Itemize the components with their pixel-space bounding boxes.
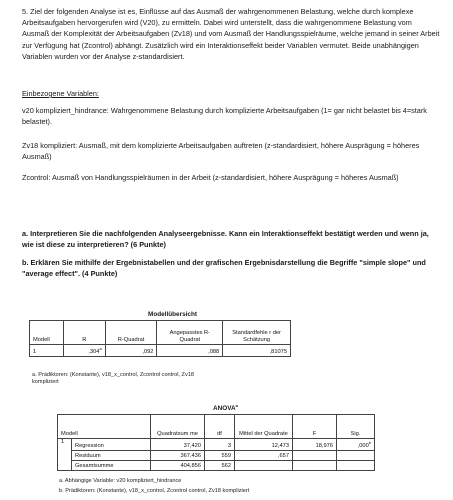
cell-adjusted-r-quadrat: ,088 bbox=[157, 345, 223, 357]
col-mean-squares: Mittel der Quadrate bbox=[235, 415, 293, 439]
col-r: R bbox=[63, 321, 105, 345]
question-b: b. Erklären Sie mithilfe der Ergebnistabellen und der grafischen Ergebnisdarstellung die Begriffe "simple slope" und "average effect". (4 Punkte) bbox=[22, 258, 426, 279]
col-f: F bbox=[293, 415, 337, 439]
cell-model-number: 1 bbox=[58, 439, 72, 471]
cell-sum-of-squares: 37,420 bbox=[151, 439, 205, 451]
variable-v20-description: v20 kompliziert_hindrance: Wahrgenommene Belastung durch komplizierte Arbeitsaufgaben (1= gar nicht belastet bis 4=stark belastet). bbox=[22, 106, 427, 127]
model-summary-footnote: a. Prädiktoren: (Konstante), v18_x_control, Zcontrol control, Zv18 kompliziert bbox=[32, 372, 194, 385]
cell-f bbox=[293, 450, 337, 460]
col-modell: Modell bbox=[30, 321, 64, 345]
col-df: df bbox=[205, 415, 235, 439]
cell-sig bbox=[337, 460, 375, 470]
cell-f: 18,976 bbox=[293, 439, 337, 451]
col-adjusted-r-quadrat: Angepasstes R-Quadrat bbox=[157, 321, 223, 345]
cell-sig: ,000$^b$ bbox=[337, 439, 375, 451]
variable-zcontrol-description: Zcontrol: Ausmaß von Handlungsspielräumen in der Arbeit (z-standardisiert, höhere Ausprägung = höheres Ausmaß) bbox=[22, 173, 399, 182]
cell-modell: 1 bbox=[30, 345, 64, 357]
cell-mean-squares: ,657 bbox=[235, 450, 293, 460]
model-summary-caption: Modellübersicht bbox=[148, 311, 198, 318]
col-sum-of-squares: Quadratsum me bbox=[151, 415, 205, 439]
cell-df: 559 bbox=[205, 450, 235, 460]
cell-source: Gesamtsumme bbox=[72, 460, 151, 470]
cell-mean-squares bbox=[235, 460, 293, 470]
table-row bbox=[30, 345, 291, 357]
anova-table bbox=[57, 414, 375, 471]
cell-sig bbox=[337, 450, 375, 460]
cell-standard-error: ,81075 bbox=[223, 345, 291, 357]
anova-caption: ANOVA$^a$ bbox=[213, 403, 238, 413]
col-modell: Modell bbox=[58, 415, 151, 439]
question-a: a. Interpretieren Sie die nachfolgenden Analyseergebnisse. Kann ein Interaktionseffekt bestätigt werden und wenn ja, wie ist diese zu interpretieren? (6 Punkte) bbox=[22, 229, 429, 250]
cell-df: 562 bbox=[205, 460, 235, 470]
cell-r: ,304$^a$ bbox=[63, 345, 105, 357]
cell-source: Residuum bbox=[72, 450, 151, 460]
col-sig: Sig. bbox=[337, 415, 375, 439]
cell-source: Regression bbox=[72, 439, 151, 451]
cell-df: 3 bbox=[205, 439, 235, 451]
variable-zv18-description: Zv18 kompliziert: Ausmaß, mit dem komplizierte Arbeitsaufgaben auftreten (z-standardisiert, höhere Ausprägung = höheres Ausmaß) bbox=[22, 141, 420, 162]
cell-f bbox=[293, 460, 337, 470]
cell-sum-of-squares: 367,436 bbox=[151, 450, 205, 460]
col-standard-error: Standardfehle r der Schätzung bbox=[223, 321, 291, 345]
cell-mean-squares: 12,473 bbox=[235, 439, 293, 451]
table-row bbox=[58, 439, 375, 451]
cell-r-quadrat: ,092 bbox=[105, 345, 157, 357]
model-summary-table bbox=[29, 320, 291, 357]
cell-sum-of-squares: 404,856 bbox=[151, 460, 205, 470]
table-row bbox=[58, 450, 375, 460]
anova-footnote-a: a. Abhängige Variable: v20 kompliziert_hindrance bbox=[59, 478, 182, 484]
task-intro-paragraph: 5. Ziel der folgenden Analyse ist es, Einflüsse auf das Ausmaß der wahrgenommenen Belastung, welche durch komplexe Arbeitsaufgaben hervorgerufen wird (V20), zu ermitteln. Dabei wird unterstellt, dass die wahrgenommene Belastung vom Ausmaß der Komplexität der Arbeitsaufgaben (Zv18) und vom Ausmaß der Handlungsspielräume, welche jemand in seiner Arbeit zur Verfügung hat (Zcontrol) abhängt. Zusätzlich wird ein Interaktionseffekt beider Variablen vermutet. Beide unabhängigen Variablen wurden vor der Analyse z-standardisiert. bbox=[22, 7, 440, 61]
col-r-quadrat: R-Quadrat bbox=[105, 321, 157, 345]
table-row bbox=[58, 460, 375, 470]
variables-heading: Einbezogene Variablen: bbox=[22, 89, 99, 98]
anova-footnote-b: b. Prädiktoren: (Konstante), v18_x_control, Zcontrol control, Zv18 kompliziert bbox=[59, 488, 250, 494]
